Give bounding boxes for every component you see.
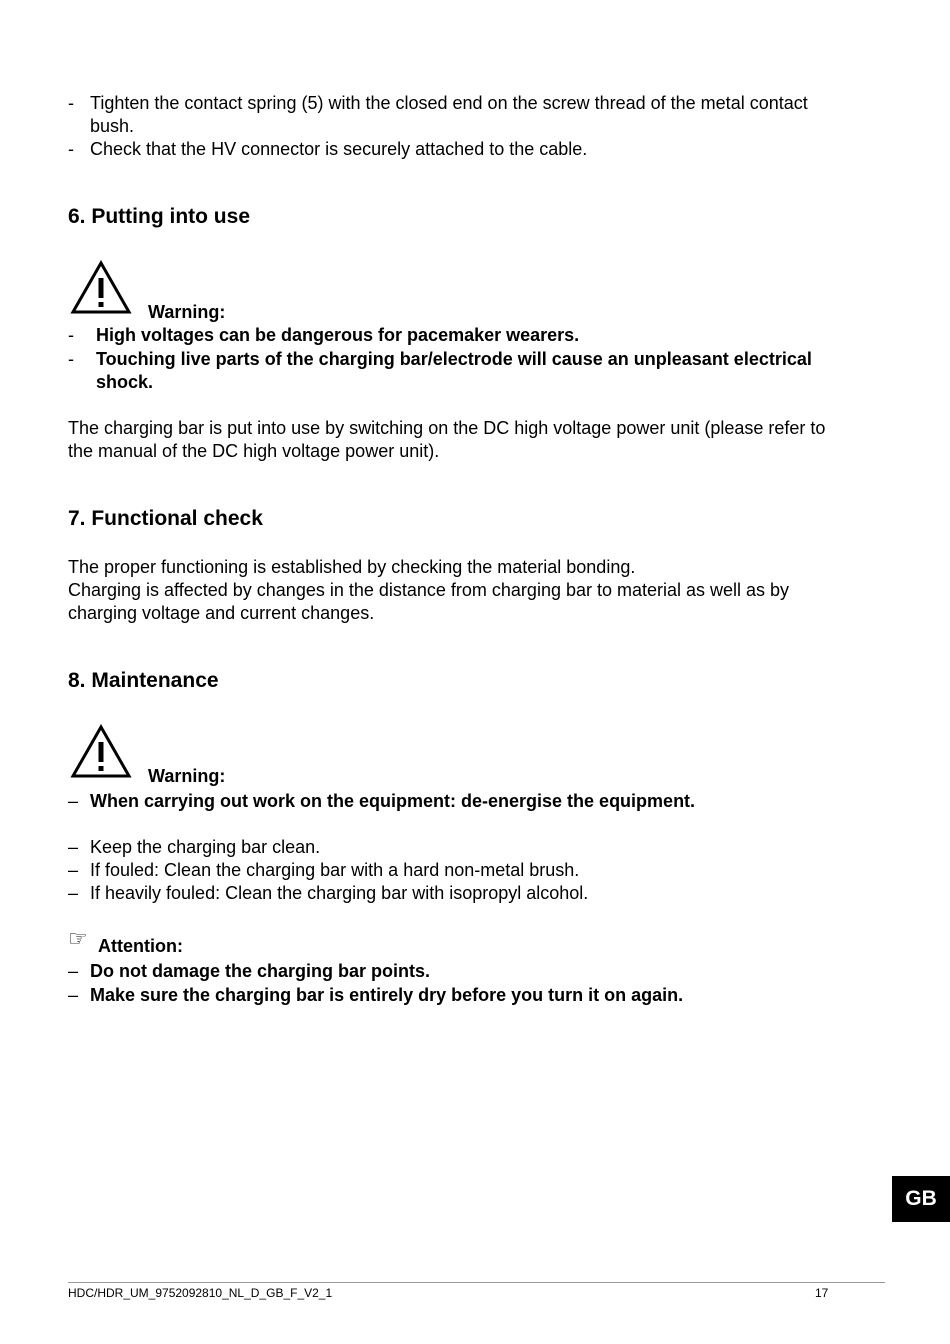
attention-item-1: Do not damage the charging bar points. (90, 961, 431, 981)
footer-document-id: HDC/HDR_UM_9752092810_NL_D_GB_F_V2_1 (68, 1286, 333, 1300)
section-7-line-1: The proper functioning is established by checking the material bonding. (68, 557, 636, 577)
list-dash: – (68, 860, 79, 880)
attention-item-2: Make sure the charging bar is entirely dry before you turn it on again. (90, 985, 684, 1005)
intro-bullet-1-line-2: bush. (90, 116, 135, 136)
intro-bullet-2: Check that the HV connector is securely attached to the cable. (90, 139, 588, 159)
maintenance-warning-item: When carrying out work on the equipment: de-energise the equipment. (90, 791, 696, 811)
list-dash: - (68, 139, 74, 159)
attention-label: Attention: (98, 936, 183, 956)
list-dash: - (68, 325, 74, 345)
maintenance-item-2: If fouled: Clean the charging bar with a hard non-metal brush. (90, 860, 580, 880)
warning-icon (70, 260, 132, 315)
pointing-hand-icon: ☞ (68, 927, 88, 952)
list-dash: – (68, 883, 79, 903)
warning-label: Warning: (148, 302, 226, 322)
section-7-line-2: Charging is affected by changes in the distance from charging bar to material as well as by (68, 580, 790, 600)
list-dash: - (68, 93, 74, 113)
list-dash: – (68, 837, 79, 857)
maintenance-item-1: Keep the charging bar clean. (90, 837, 321, 857)
maintenance-item-3: If heavily fouled: Clean the charging bar with isopropyl alcohol. (90, 883, 589, 903)
warning-label: Warning: (148, 766, 226, 786)
language-tab: GB (892, 1176, 950, 1222)
warning-icon (70, 724, 132, 779)
list-dash: – (68, 961, 79, 981)
intro-bullet-1-line-1: Tighten the contact spring (5) with the closed end on the screw thread of the metal contact (90, 93, 808, 113)
list-dash: – (68, 791, 79, 811)
warning-item-1: High voltages can be dangerous for pacemaker wearers. (96, 325, 580, 345)
section-6-heading: 6. Putting into use (68, 205, 250, 228)
section-8-heading: 8. Maintenance (68, 669, 219, 692)
warning-item-2-line-2: shock. (96, 372, 154, 392)
warning-item-2-line-1: Touching live parts of the charging bar/electrode will cause an unpleasant electrical (96, 349, 812, 369)
section-7-heading: 7. Functional check (68, 507, 263, 530)
section-6-paragraph-line-1: The charging bar is put into use by switching on the DC high voltage power unit (please refer to (68, 418, 826, 438)
list-dash: – (68, 985, 79, 1005)
list-dash: - (68, 349, 74, 369)
section-7-line-3: charging voltage and current changes. (68, 603, 375, 623)
footer-divider (68, 1282, 885, 1283)
section-6-paragraph-line-2: the manual of the DC high voltage power unit). (68, 441, 440, 461)
page-number: 17 (815, 1286, 829, 1300)
